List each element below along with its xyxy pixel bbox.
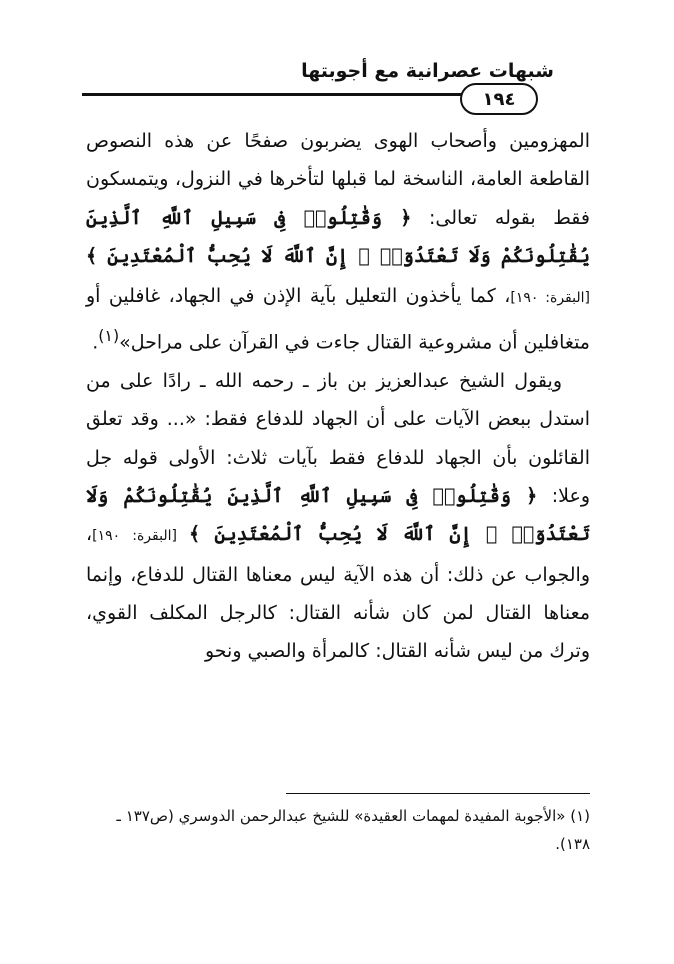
header-rule <box>82 93 514 96</box>
page-number: ١٩٤ <box>460 83 538 115</box>
verse-reference-1: [البقرة: ١٩٠] <box>510 290 590 307</box>
running-title: شبهات عصرانية مع أجوبتها <box>301 60 554 82</box>
paragraph-1-end: . <box>92 331 99 354</box>
paragraph-2-text: ويقول الشيخ عبدالعزيز بن باز ـ رحمه الله ـ رادًا على من استدل ببعض الآيات على أن الجهاد للدفاع فقط: «... وقد تعلق القائلون بأن الجهاد للدفاع فقط بآيات ثلاث: الأولى قوله جل وعلا: <box>86 370 590 507</box>
footnote-marker: (١) <box>98 326 120 346</box>
paragraph-1-text: المهزومين وأصحاب الهوى يضربون صفحًا عن هذه النصوص القاطعة العامة، الناسخة لما قبلها لتأخرها في النزول، ويتمسكون فقط بقوله تعالى: <box>86 130 590 229</box>
quran-verse-2: ﴿ وَقَٰتِلُوا۟ فِى سَبِيلِ ٱللَّهِ ٱلَّذِينَ يُقَٰتِلُونَكُمْ وَلَا تَعْتَدُوٓا۟ ۚ إِنَّ ٱللَّهَ لَا يُحِبُّ ٱلْمُعْتَدِينَ ﴾ <box>86 485 590 546</box>
paragraph-1 <box>86 122 590 362</box>
paragraph-1-rest: ، كما يأخذون التعليل بآية الإذن في الجهاد، غافلين أو متغافلين أن مشروعية القتال جاءت في القرآن على مراحل» <box>86 285 590 354</box>
footnote-rule <box>286 793 590 794</box>
quran-verse-1: ﴿ وَقَٰتِلُوا۟ فِى سَبِيلِ ٱللَّهِ ٱلَّذِينَ يُقَٰتِلُونَكُمْ وَلَا تَعْتَدُوٓا۟ ۚ إِنَّ ٱللَّهَ لَا يُحِبُّ ٱلْمُعْتَدِينَ ﴾ <box>86 206 590 267</box>
paragraph-2-rest: ، والجواب عن ذلك: أن هذه الآية ليس معناها القتال للدفاع، وإنما معناها القتال لمن كان شأنه القتال: كالرجل المكلف القوي، وترك من ليس شأنه القتال: كالمرأة والصبي ونحو <box>86 523 590 663</box>
verse-reference-2: [البقرة: ١٩٠] <box>92 528 189 545</box>
footnote: (١) «الأجوبة المفيدة لمهمات العقيدة» للشيخ عبدالرحمن الدوسري (ص١٣٧ ـ ١٣٨). <box>116 807 590 853</box>
body-text <box>86 122 590 670</box>
paragraph-2 <box>86 362 590 670</box>
